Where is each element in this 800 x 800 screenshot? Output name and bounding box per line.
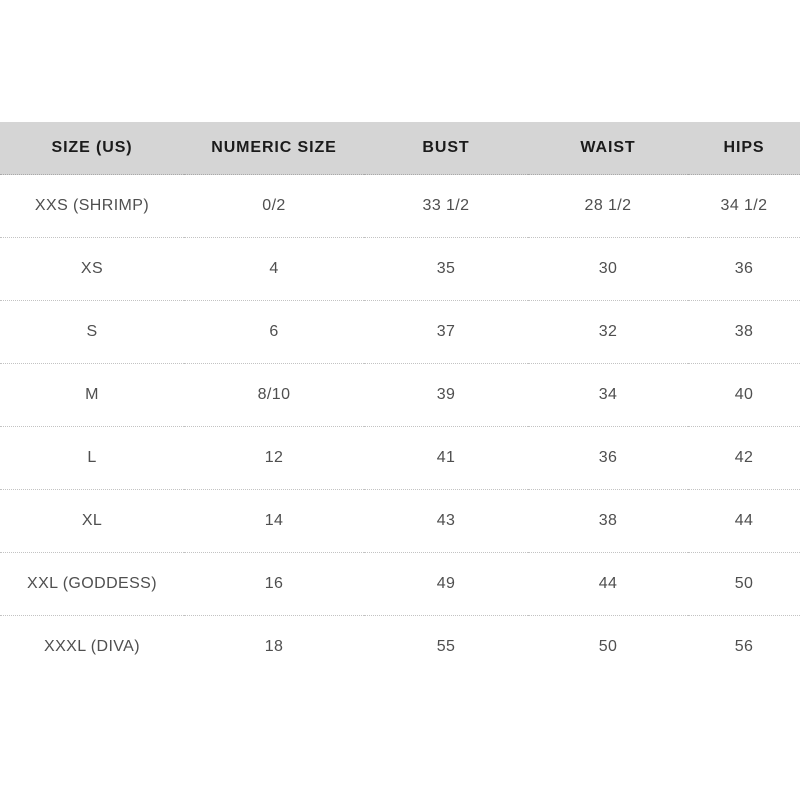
table-cell: 43 bbox=[364, 490, 528, 553]
size-label-cell: L bbox=[0, 427, 184, 490]
table-cell: 42 bbox=[688, 427, 800, 490]
table-cell: 50 bbox=[688, 553, 800, 616]
table-cell: 38 bbox=[528, 490, 688, 553]
table-cell: 32 bbox=[528, 301, 688, 364]
column-header: BUST bbox=[364, 122, 528, 175]
table-row bbox=[0, 616, 800, 679]
table-cell: 34 1/2 bbox=[688, 175, 800, 238]
table-cell: 38 bbox=[688, 301, 800, 364]
column-header: WAIST bbox=[528, 122, 688, 175]
table-cell: 6 bbox=[184, 301, 364, 364]
table-cell: 18 bbox=[264, 638, 284, 655]
table-cell: 37 bbox=[364, 301, 528, 364]
table-cell: 49 bbox=[364, 553, 528, 616]
table-cell: 44 bbox=[688, 490, 800, 553]
table-cell: 28 1/2 bbox=[528, 175, 688, 238]
table-cell: 44 bbox=[528, 553, 688, 616]
table-row bbox=[0, 490, 800, 553]
table-cell: 55 bbox=[436, 638, 456, 655]
size-chart-header bbox=[0, 122, 800, 175]
size-chart-body bbox=[0, 175, 800, 679]
column-header: SIZE (US) bbox=[0, 122, 184, 175]
table-cell: 30 bbox=[528, 238, 688, 301]
table-row bbox=[0, 364, 800, 427]
table-row bbox=[0, 553, 800, 616]
table-cell: 16 bbox=[184, 553, 364, 616]
table-cell: 8/10 bbox=[184, 364, 364, 427]
table-cell: 40 bbox=[688, 364, 800, 427]
table-cell: 56 bbox=[734, 638, 754, 655]
table-cell: 14 bbox=[184, 490, 364, 553]
size-label-cell: XL bbox=[0, 490, 184, 553]
table-row bbox=[0, 175, 800, 238]
table-row bbox=[0, 301, 800, 364]
table-cell: 41 bbox=[364, 427, 528, 490]
table-cell: 0/2 bbox=[184, 175, 364, 238]
table-cell: 50 bbox=[598, 638, 618, 655]
table-cell: 39 bbox=[364, 364, 528, 427]
table-cell: 35 bbox=[364, 238, 528, 301]
size-label-cell: XXL (GODDESS) bbox=[0, 553, 184, 616]
size-label-cell: XXS (SHRIMP) bbox=[0, 175, 184, 238]
header-row bbox=[0, 122, 800, 175]
size-label-cell: XXXL (DIVA) bbox=[44, 638, 140, 655]
table-cell: 33 1/2 bbox=[364, 175, 528, 238]
table-cell: 4 bbox=[184, 238, 364, 301]
table-cell: 36 bbox=[688, 238, 800, 301]
column-header: NUMERIC SIZE bbox=[184, 122, 364, 175]
column-header: HIPS bbox=[688, 122, 800, 175]
size-label-cell: M bbox=[0, 364, 184, 427]
table-cell: 12 bbox=[184, 427, 364, 490]
table-cell: 34 bbox=[528, 364, 688, 427]
table-row bbox=[0, 427, 800, 490]
table-cell: 36 bbox=[528, 427, 688, 490]
size-chart-table bbox=[0, 122, 800, 678]
size-label-cell: S bbox=[0, 301, 184, 364]
table-row bbox=[0, 238, 800, 301]
size-label-cell: XS bbox=[0, 238, 184, 301]
